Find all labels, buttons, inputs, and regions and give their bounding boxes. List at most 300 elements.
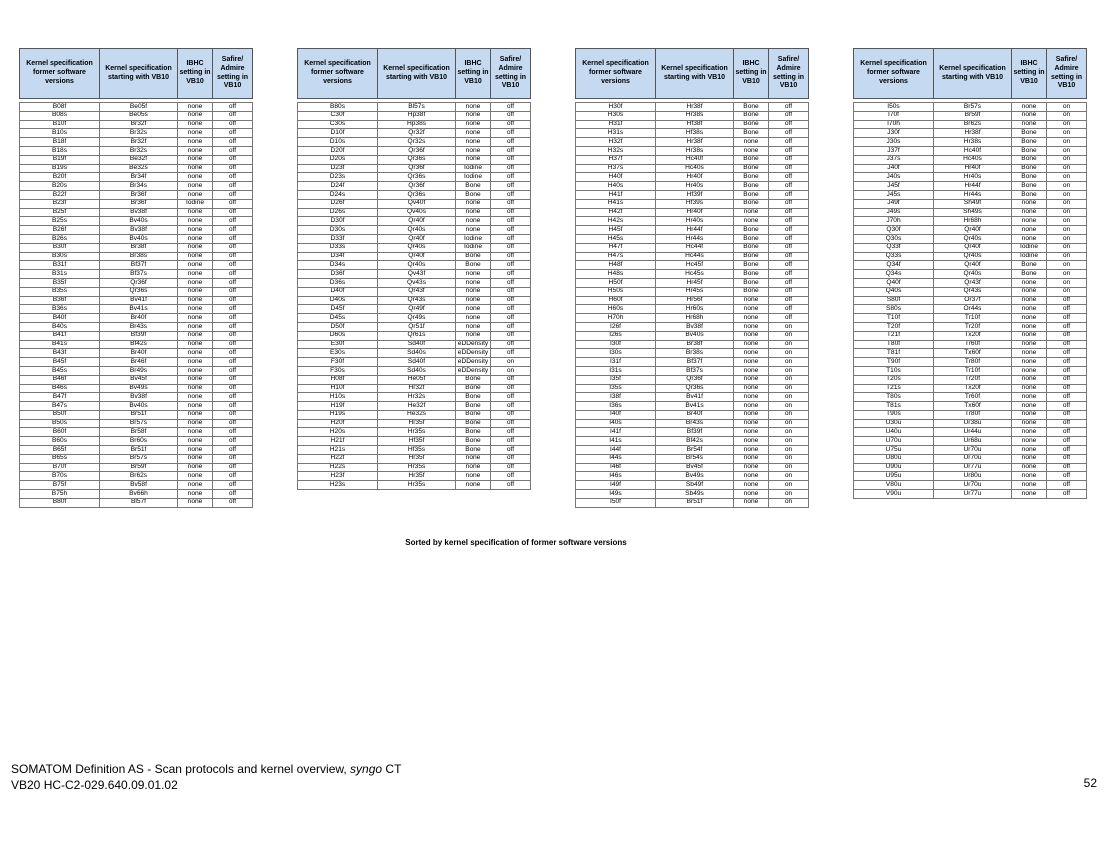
vb10-kernel-cell: Br40f [100,349,178,358]
vb10-kernel-cell: Bv45f [100,375,178,384]
vb10-kernel-cell: Hr35f [378,419,456,428]
table-row [854,164,1087,173]
former-kernel-cell: H37f [576,155,656,164]
column-header: Kernel specification former software versions [854,49,934,99]
vb10-kernel-cell: Sd40s [378,366,456,375]
table-row [854,437,1087,446]
safire-cell: on [1047,138,1087,147]
former-kernel-cell: J45s [854,190,934,199]
ibhc-cell: Iodine [178,199,213,208]
vb10-kernel-cell: Br46f [100,358,178,367]
former-kernel-cell: I41f [576,428,656,437]
former-kernel-cell: D24f [298,182,378,191]
safire-cell: off [1047,375,1087,384]
safire-cell: off [213,287,253,296]
table-row [20,314,253,323]
ibhc-cell: none [1012,234,1047,243]
former-kernel-cell: B19s [20,164,100,173]
table-row [854,243,1087,252]
safire-cell: off [769,146,809,155]
ibhc-cell: none [1012,103,1047,112]
column-header: Kernel specification starting with VB10 [378,49,456,99]
safire-cell: off [491,270,531,279]
former-kernel-cell: H08f [298,375,378,384]
column-header: Safire/ Admire setting in VB10 [769,49,809,99]
former-kernel-cell: Q40s [854,287,934,296]
table-row [576,314,809,323]
vb10-kernel-cell: Bf42s [100,340,178,349]
vb10-kernel-cell: Qr61s [378,331,456,340]
table-row [854,296,1087,305]
ibhc-cell: none [178,261,213,270]
table-row [298,146,531,155]
vb10-kernel-cell: Br57s [100,454,178,463]
former-kernel-cell: T80s [854,393,934,402]
former-kernel-cell: D10f [298,129,378,138]
table-row [854,278,1087,287]
table-row [854,138,1087,147]
ibhc-cell: none [178,217,213,226]
safire-cell: off [213,243,253,252]
ibhc-cell: none [178,314,213,323]
ibhc-cell: none [178,278,213,287]
vb10-kernel-cell: Qr40f [934,243,1012,252]
former-kernel-cell: B40f [20,314,100,323]
safire-cell: off [491,111,531,120]
former-kernel-cell: B43f [20,349,100,358]
table-row [298,217,531,226]
vb10-kernel-cell: Qr40f [378,217,456,226]
former-kernel-cell: H20f [298,419,378,428]
safire-cell: off [491,481,531,490]
vb10-kernel-cell: Bv41s [100,305,178,314]
former-kernel-cell: B10f [20,120,100,129]
former-kernel-cell: I49f [576,481,656,490]
safire-cell: off [213,261,253,270]
former-kernel-cell: H19s [298,410,378,419]
former-kernel-cell: H37s [576,164,656,173]
safire-cell: off [769,164,809,173]
ibhc-cell: none [1012,331,1047,340]
ibhc-cell: none [456,120,491,129]
vb10-kernel-cell: Sd40f [378,340,456,349]
safire-cell: off [491,296,531,305]
former-kernel-cell: J37s [854,155,934,164]
former-kernel-cell: H21f [298,437,378,446]
ibhc-cell: none [734,419,769,428]
table-row [854,410,1087,419]
former-kernel-cell: D30f [298,217,378,226]
ibhc-cell: Iodine [1012,243,1047,252]
ibhc-cell: none [178,129,213,138]
former-kernel-cell: T80f [854,340,934,349]
safire-cell: off [491,138,531,147]
vb10-kernel-cell: Br34f [100,173,178,182]
table-row [576,498,809,507]
ibhc-cell: Bone [1012,164,1047,173]
vb10-kernel-cell: Bv49s [100,384,178,393]
column-header: IBHC setting in VB10 [178,49,213,99]
former-kernel-cell: B35s [20,287,100,296]
ibhc-cell: Bone [734,111,769,120]
ibhc-cell: none [178,146,213,155]
former-kernel-cell: T90f [854,358,934,367]
ibhc-cell: Bone [734,270,769,279]
safire-cell: off [213,393,253,402]
former-kernel-cell: J37f [854,146,934,155]
safire-cell: off [1047,340,1087,349]
former-kernel-cell: T81f [854,349,934,358]
safire-cell: on [769,349,809,358]
former-kernel-cell: I70h [854,120,934,129]
former-kernel-cell: H21s [298,446,378,455]
safire-cell: on [769,402,809,411]
vb10-kernel-cell: Qr51f [378,322,456,331]
former-kernel-cell: I30s [576,349,656,358]
former-kernel-cell: D40s [298,296,378,305]
ibhc-cell: none [178,243,213,252]
safire-cell: on [769,384,809,393]
former-kernel-cell: D36f [298,270,378,279]
ibhc-cell: none [456,155,491,164]
ibhc-cell: none [734,296,769,305]
table-row [20,252,253,261]
table-row [854,314,1087,323]
table-row [576,358,809,367]
table-row [298,402,531,411]
vb10-kernel-cell: Hr45s [656,287,734,296]
vb10-kernel-cell: Bv38f [100,226,178,235]
vb10-kernel-cell: Ur68u [934,437,1012,446]
vb10-kernel-cell: Be32f [100,155,178,164]
vb10-kernel-cell: Hr40f [656,173,734,182]
safire-cell: off [1047,410,1087,419]
vb10-kernel-cell: Qr36s [378,190,456,199]
vb10-kernel-cell: Br62s [100,472,178,481]
table-row [576,428,809,437]
safire-cell: off [491,261,531,270]
former-kernel-cell: I46f [576,463,656,472]
safire-cell: on [1047,173,1087,182]
safire-cell: off [491,384,531,393]
ibhc-cell: eDDensity [456,366,491,375]
former-kernel-cell: I31f [576,358,656,367]
table-row [854,366,1087,375]
former-kernel-cell: B65f [20,446,100,455]
table-row [20,146,253,155]
former-kernel-cell: D23s [298,173,378,182]
table-row [20,226,253,235]
former-kernel-cell: B31f [20,261,100,270]
vb10-kernel-cell: Tx20f [934,331,1012,340]
former-kernel-cell: T10f [854,314,934,323]
ibhc-cell: none [178,384,213,393]
former-kernel-cell: Q30f [854,226,934,235]
ibhc-cell: none [1012,111,1047,120]
former-kernel-cell: F30f [298,358,378,367]
vb10-kernel-cell: Br36f [100,199,178,208]
table-row [20,454,253,463]
table-row [298,287,531,296]
safire-cell: off [491,454,531,463]
ibhc-cell: none [178,349,213,358]
ibhc-cell: none [1012,314,1047,323]
former-kernel-cell: S80f [854,296,934,305]
vb10-kernel-cell: Hr45f [656,278,734,287]
safire-cell: off [213,402,253,411]
ibhc-cell: none [178,340,213,349]
former-kernel-cell: D24s [298,190,378,199]
vb10-kernel-cell: Hf35s [378,446,456,455]
table-row [298,437,531,446]
table-row [576,138,809,147]
column-header: Kernel specification former software versions [576,49,656,99]
ibhc-cell: none [1012,463,1047,472]
table-row [20,446,253,455]
safire-cell: on [1047,155,1087,164]
ibhc-cell: none [734,331,769,340]
former-kernel-cell: D33f [298,234,378,243]
table-row [576,481,809,490]
ibhc-cell: none [1012,410,1047,419]
ibhc-cell: Bone [1012,146,1047,155]
header-row [20,49,253,99]
ibhc-cell: none [178,270,213,279]
vb10-kernel-cell: Qr36s [100,287,178,296]
safire-cell: off [769,261,809,270]
ibhc-cell: none [734,305,769,314]
vb10-kernel-cell: Bf37f [100,261,178,270]
ibhc-cell: none [456,472,491,481]
former-kernel-cell: B40s [20,322,100,331]
safire-cell: on [1047,261,1087,270]
ibhc-cell: Bone [456,182,491,191]
table-row [20,111,253,120]
safire-cell: off [1047,419,1087,428]
table-row [20,384,253,393]
former-kernel-cell: H23f [298,472,378,481]
table-row [854,234,1087,243]
former-kernel-cell: V80u [854,481,934,490]
table-row [298,384,531,393]
table-row [20,287,253,296]
table-row [298,270,531,279]
safire-cell: off [769,296,809,305]
former-kernel-cell: B10s [20,129,100,138]
safire-cell: off [769,243,809,252]
former-kernel-cell: D20f [298,146,378,155]
vb10-kernel-cell: Tr80f [934,410,1012,419]
table-row [576,410,809,419]
table-row [298,322,531,331]
former-kernel-cell: V90u [854,490,934,499]
table-row [576,437,809,446]
safire-cell: on [769,358,809,367]
former-kernel-cell: B46f [20,375,100,384]
vb10-kernel-cell: Qv40f [378,199,456,208]
former-kernel-cell: U70u [854,437,934,446]
vb10-kernel-cell: Br58f [100,428,178,437]
table-row [854,217,1087,226]
former-kernel-cell: B35f [20,278,100,287]
former-kernel-cell: B25s [20,217,100,226]
table-row [298,340,531,349]
vb10-kernel-cell: Hp38s [378,120,456,129]
former-kernel-cell: I31s [576,366,656,375]
footer-title [11,761,401,777]
table-row [298,481,531,490]
vb10-kernel-cell: Qr43s [378,296,456,305]
vb10-kernel-cell: Hr35s [378,463,456,472]
former-kernel-cell: B18f [20,138,100,147]
ibhc-cell: none [178,252,213,261]
former-kernel-cell: I40f [576,410,656,419]
former-kernel-cell: B08s [20,111,100,120]
former-kernel-cell: H70h [576,314,656,323]
vb10-kernel-cell: Qr36s [378,173,456,182]
kernel-table-1 [19,48,253,508]
vb10-kernel-cell: Tr10f [934,366,1012,375]
vb10-kernel-cell: Hr38f [656,103,734,112]
table-row [20,349,253,358]
table-row [20,428,253,437]
ibhc-cell: Bone [1012,190,1047,199]
safire-cell: off [769,111,809,120]
former-kernel-cell: E30s [298,349,378,358]
safire-cell: off [213,463,253,472]
former-kernel-cell: D20s [298,155,378,164]
table-row [20,375,253,384]
ibhc-cell: Bone [456,402,491,411]
vb10-kernel-cell: Qr49f [378,305,456,314]
vb10-kernel-cell: Qr36f [378,146,456,155]
table-row [20,173,253,182]
vb10-kernel-cell: Hr38s [656,146,734,155]
ibhc-cell: Iodine [456,164,491,173]
table-row [298,375,531,384]
safire-cell: off [213,410,253,419]
table-row [854,305,1087,314]
table-row [576,490,809,499]
table-row [854,331,1087,340]
vb10-kernel-cell: Ur38u [934,419,1012,428]
ibhc-cell: none [1012,217,1047,226]
safire-cell: off [491,199,531,208]
safire-cell: off [1047,446,1087,455]
ibhc-cell: Bone [456,393,491,402]
safire-cell: off [491,340,531,349]
table-row [20,331,253,340]
vb10-kernel-cell: Br51f [100,410,178,419]
footer-title-italic: syngo [350,762,383,776]
table-row [854,129,1087,138]
safire-cell: on [1047,226,1087,235]
former-kernel-cell: B70s [20,472,100,481]
vb10-kernel-cell: Hf38s [656,129,734,138]
safire-cell: off [491,322,531,331]
table-row [854,454,1087,463]
table-row [298,278,531,287]
former-kernel-cell: H23s [298,481,378,490]
former-kernel-cell: B50s [20,419,100,428]
table-row [20,463,253,472]
safire-cell: off [491,120,531,129]
vb10-kernel-cell: Or44s [934,305,1012,314]
vb10-kernel-cell: Qr40s [378,226,456,235]
former-kernel-cell: I30f [576,340,656,349]
safire-cell: off [769,270,809,279]
ibhc-cell: none [178,296,213,305]
ibhc-cell: none [178,481,213,490]
former-kernel-cell: D40f [298,287,378,296]
column-header: Kernel specification former software versions [298,49,378,99]
safire-cell: off [213,278,253,287]
table-row [298,164,531,173]
former-kernel-cell: I35s [576,384,656,393]
safire-cell: off [213,129,253,138]
vb10-kernel-cell: Qr36s [656,384,734,393]
ibhc-cell: none [1012,358,1047,367]
vb10-kernel-cell: Qr36f [100,278,178,287]
ibhc-cell: none [178,437,213,446]
former-kernel-cell: I44s [576,454,656,463]
former-kernel-cell: I50s [854,103,934,112]
former-kernel-cell: Q34f [854,261,934,270]
former-kernel-cell: S80s [854,305,934,314]
safire-cell: off [491,446,531,455]
ibhc-cell: none [1012,402,1047,411]
table-row [298,243,531,252]
column-header: IBHC setting in VB10 [456,49,491,99]
safire-cell: off [1047,490,1087,499]
vb10-kernel-cell: Hc45s [656,270,734,279]
table-row [298,120,531,129]
safire-cell: off [491,173,531,182]
table-row [576,217,809,226]
former-kernel-cell: U80u [854,454,934,463]
ibhc-cell: none [1012,120,1047,129]
vb10-kernel-cell: Sh49f [934,199,1012,208]
vb10-kernel-cell: Br59f [934,111,1012,120]
vb10-kernel-cell: Tr10f [934,314,1012,323]
vb10-kernel-cell: Br38s [656,349,734,358]
ibhc-cell: none [178,375,213,384]
vb10-kernel-cell: Be32s [100,164,178,173]
table-row [20,278,253,287]
ibhc-cell: Bone [456,375,491,384]
former-kernel-cell: H47f [576,243,656,252]
vb10-kernel-cell: Tx60f [934,402,1012,411]
safire-cell: off [1047,463,1087,472]
table-row [298,103,531,112]
safire-cell: off [213,490,253,499]
safire-cell: off [213,252,253,261]
ibhc-cell: none [178,322,213,331]
vb10-kernel-cell: Bv41f [656,393,734,402]
former-kernel-cell: J30s [854,138,934,147]
ibhc-cell: none [178,410,213,419]
ibhc-cell: none [734,446,769,455]
vb10-kernel-cell: Bv40s [100,402,178,411]
table-row [854,349,1087,358]
ibhc-cell: none [734,340,769,349]
safire-cell: off [1047,322,1087,331]
vb10-kernel-cell: Hr38f [934,129,1012,138]
vb10-kernel-cell: Qr43f [934,278,1012,287]
ibhc-cell: Bone [734,252,769,261]
vb10-kernel-cell: Sb49f [656,481,734,490]
ibhc-cell: none [456,129,491,138]
